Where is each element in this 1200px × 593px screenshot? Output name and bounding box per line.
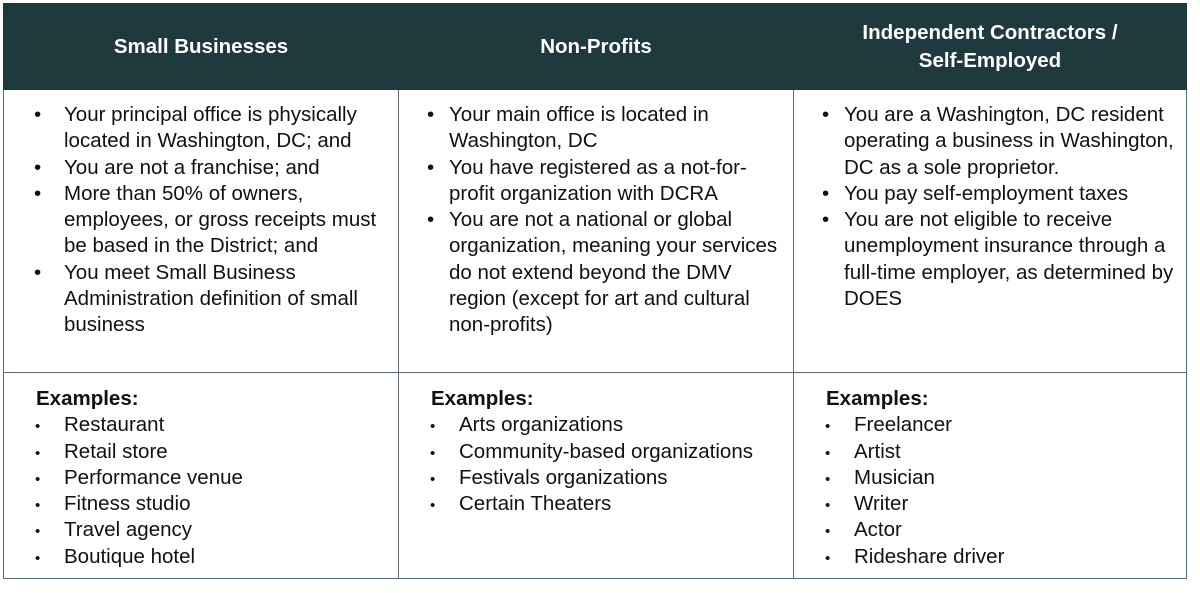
header-line-2: Self-Employed — [918, 48, 1062, 72]
criteria-cell-independent-contractors — [794, 90, 1187, 373]
example-item: • Musician — [824, 465, 1186, 491]
criteria-item: • You are a Washington, DC resident operating a business in Washington, DC as a sole proprietor. — [822, 102, 1176, 181]
examples-heading: Examples: — [826, 387, 929, 410]
examples-cell-independent-contractors — [794, 373, 1187, 579]
example-item: • Rideshare driver — [824, 544, 1186, 570]
header-row — [4, 4, 1187, 90]
examples-heading: Examples: — [431, 387, 534, 410]
header-small-businesses: Small Businesses — [4, 4, 399, 90]
criteria-row — [4, 90, 1187, 373]
example-item: • Freelancer — [824, 412, 1186, 438]
example-item: • Travel agency — [34, 517, 398, 543]
criteria-cell-non-profits — [399, 90, 794, 373]
examples-list — [794, 412, 1186, 570]
example-item: • Boutique hotel — [34, 544, 398, 570]
criteria-list — [794, 90, 1186, 312]
criteria-item: • You meet Small Business Administration definition of small business — [34, 260, 388, 339]
examples-row — [4, 373, 1187, 579]
header-line-1: Independent Contractors / — [862, 20, 1118, 44]
header-independent-contractors — [794, 4, 1187, 90]
example-item: • Actor — [824, 517, 1186, 543]
example-item: • Fitness studio — [34, 491, 398, 517]
examples-list — [4, 412, 398, 570]
example-item: • Retail store — [34, 439, 398, 465]
eligibility-table — [3, 3, 1187, 579]
criteria-item: • Your main office is located in Washington, DC — [427, 102, 783, 155]
criteria-item: • You are not a national or global organization, meaning your services do not extend beyond the DMV region (except for art and cultural non-profits) — [427, 207, 783, 338]
examples-cell-non-profits — [399, 373, 794, 579]
criteria-item: • More than 50% of owners, employees, or gross receipts must be based in the District; and — [34, 181, 388, 260]
criteria-list — [399, 90, 793, 339]
example-item: • Artist — [824, 439, 1186, 465]
example-item: • Community-based organizations — [429, 439, 793, 465]
criteria-item: • You are not a franchise; and — [34, 155, 388, 181]
criteria-item: • You are not eligible to receive unemployment insurance through a full-time employer, as determined by DOES — [822, 207, 1176, 312]
examples-cell-small-businesses — [4, 373, 399, 579]
criteria-list — [4, 90, 398, 339]
eligibility-table-container — [3, 3, 1186, 579]
examples-heading: Examples: — [36, 387, 139, 410]
examples-list — [399, 412, 793, 517]
example-item: • Certain Theaters — [429, 491, 793, 517]
criteria-item: • You have registered as a not-for-profit organization with DCRA — [427, 155, 783, 208]
header-non-profits: Non-Profits — [399, 4, 794, 90]
criteria-item: • You pay self-employment taxes — [822, 181, 1176, 207]
criteria-cell-small-businesses — [4, 90, 399, 373]
example-item: • Festivals organizations — [429, 465, 793, 491]
example-item: • Arts organizations — [429, 412, 793, 438]
example-item: • Restaurant — [34, 412, 398, 438]
example-item: • Writer — [824, 491, 1186, 517]
example-item: • Performance venue — [34, 465, 398, 491]
criteria-item: • Your principal office is physically located in Washington, DC; and — [34, 102, 388, 155]
